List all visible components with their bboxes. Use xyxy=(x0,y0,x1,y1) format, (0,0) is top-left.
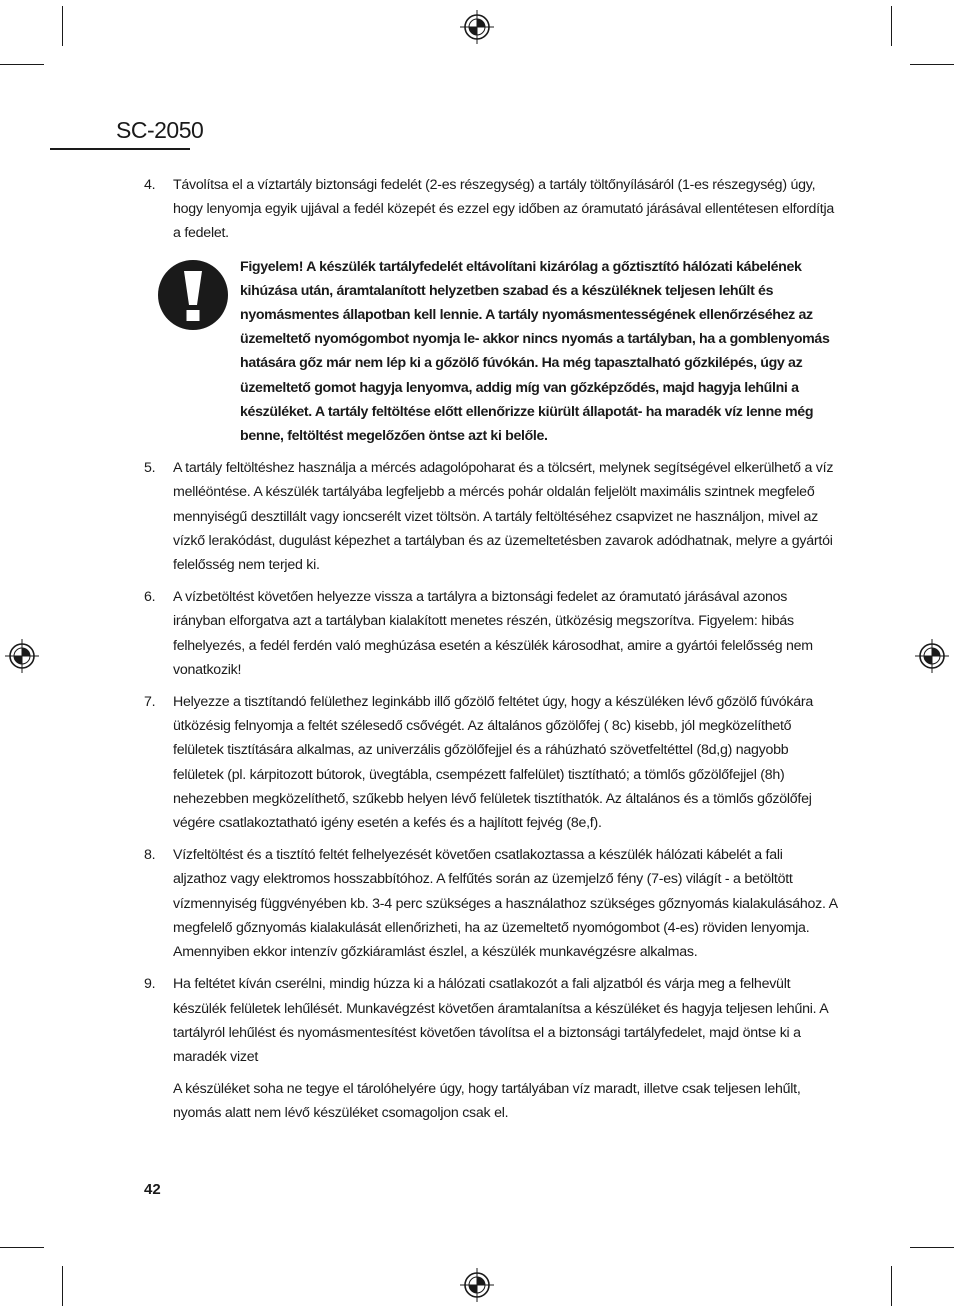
step-text: Vízfeltöltést és a tisztító feltét felhelyezését követően csatlakoztassa a készülék hálózati kábelét a fali aljzathoz vagy elektromos hosszabbítóhoz. A felfűtés során az üzemjelző fény (7-es) világít - a betöltött vízmennyiség függvényében kb. 3-4 perc szükséges a használathoz szükséges gőznyomás kialakulásához. A megfelelő gőznyomás kialakulását ellenőrizheti, ha az üzemeltető nyomógombot (4-es) röviden lenyomja. Amennyiben ekkor intenzív gőzkiáramlást észlel, a készülék munkavégzésre alkalmas. xyxy=(173,847,838,961)
step-9 xyxy=(144,972,838,1069)
registration-mark-icon xyxy=(915,639,949,673)
step-number: 5. xyxy=(144,460,156,477)
step-text: Távolítsa el a víztartály biztonsági fedelét (2-es részegység) a tartály töltőnyílásáról (1-es részegység) úgy, hogy lenyomja egyik ujjával a fedél közepét és ezzel egy időben az óramutató járásával ellentétesen elfordítja a fedelet. xyxy=(173,177,835,242)
crop-mark xyxy=(910,64,954,65)
crop-mark xyxy=(62,6,63,46)
crop-mark xyxy=(891,1266,892,1306)
warning-text: Figyelem! A készülék tartályfedelét eltávolítani kizárólag a gőztisztító hálózati kábelének kihúzása után, áramtalanított helyzetben szabad és a készüléknek teljesen lehűlt és nyomásmentes állapotban kell lennie. A tartály nyomásmentességének ellenőrzéséhez az üzemeltető nyomógombot nyomja le- akkor nincs nyomás a tartályban, ha a gomblenyomás hatására gőz már nem lép ki a gőzölő fúvókán. Ha még tapasztalható gőzkilépés, úgy az üzemeltető gomot hagyja lenyomva, addig míg van gőzképződés, majd hagyja lehűlni a készüléket. A tartály feltöltése előtt ellenőrizze kiürült állapotát- ha maradék víz lenne még benne, feltöltést megelőzően öntse azt ki belőle. xyxy=(240,258,830,445)
step-5 xyxy=(144,456,838,577)
step-number: 9. xyxy=(144,976,156,993)
model-title: SC-2050 xyxy=(116,117,204,143)
closing-note: A készüléket soha ne tegye el tárolóhelyére úgy, hogy tartályában víz maradt, illetve csak teljesen lehűlt, nyomás alatt nem lévő készüléket csomagoljon csak el. xyxy=(173,1081,801,1122)
registration-mark-icon xyxy=(460,10,494,44)
step-text: A vízbetöltést követően helyezze vissza a tartályra a biztonsági fedelet az óramutató járásával azonos irányban elforgatva azt a tartályban kialakított menetes részén, ütközésig megszorítva. Figyelem: hibás felhelyezés, a fedél ferdén való meghúzása esetén a készülék károsodhat, amire a gyártói felelősség nem vonatkozik! xyxy=(173,589,813,678)
page-number: 42 xyxy=(144,1181,161,1198)
header-rule xyxy=(50,148,190,150)
step-8 xyxy=(144,843,838,964)
step-number: 6. xyxy=(144,589,156,606)
instructions-content xyxy=(144,173,838,1126)
crop-mark xyxy=(891,6,892,46)
step-text: Ha feltétet kíván cserélni, mindig húzza ki a hálózati csatlakozót a fali aljzatból és várja meg a felhevült készülék felületek lehűlését. Munkavégzést követően áramtalanítsa a készüléket és hagyja teljesen lehűni. A tartályról lehűlést és nyomásmentesítést követően távolítsa el a biztonsági tartályfedelet, majd öntse ki a maradék vizet xyxy=(173,976,828,1065)
registration-mark-icon xyxy=(5,639,39,673)
step-7 xyxy=(144,690,838,835)
crop-mark xyxy=(0,64,44,65)
step-text: A tartály feltöltéshez használja a mércés adagolópoharat és a tölcsért, melynek segítségével elkerülhető a víz melléöntése. A készülék tartályába legfeljebb a mércés pohár oldalán feljelölt maximális szintnek megfeleő mennyiségű desztillált vagy ioncserélt vizet töltsön. A tartály feltöltéséhez csapvizet ne használjon, mivel az vízkő lerakódást, dugulást képezhet a tartályban és az üzemeltetésben zavarok adódhatnak, melyre a gyártói felelősség nem terjed ki. xyxy=(173,460,834,574)
crop-mark xyxy=(910,1247,954,1248)
exclamation-icon xyxy=(157,259,229,331)
step-6 xyxy=(144,585,838,682)
step-number: 4. xyxy=(144,177,156,193)
crop-mark xyxy=(62,1266,63,1306)
crop-mark xyxy=(0,1247,44,1248)
step-text: Helyezze a tisztítandó felülethez leginkább illő gőzölő feltétet úgy, hogy a készüléken lévő gőzölő fúvókára ütközésig felnyomja a feltét szélesedő csővégét. Az általános gőzölőfej ( 8c) kisebb, jól megközelíthető felületek tisztítására alkalmas, az univerzális gőzölőfejjel és a ráhúzható szövetfeltéttel (8d,g) nagyobb felületek (pl. kárpitozott bútorok, üvegtábla, csempézett falfelület) tisztítható; a tömlős gőzölőfejjel (8h) nehezebben megközelíthető, szűkebb helyen lévő felületek tisztíthatók. Az általános és a tömlős gőzölőfej végére csatlakoztatható igény esetén a kefés és a hajlított fejvég (8e,f). xyxy=(173,694,813,832)
step-number: 8. xyxy=(144,847,156,864)
registration-mark-icon xyxy=(460,1268,494,1302)
step-4 xyxy=(144,173,838,246)
warning-block xyxy=(144,255,838,449)
step-number: 7. xyxy=(144,694,156,711)
